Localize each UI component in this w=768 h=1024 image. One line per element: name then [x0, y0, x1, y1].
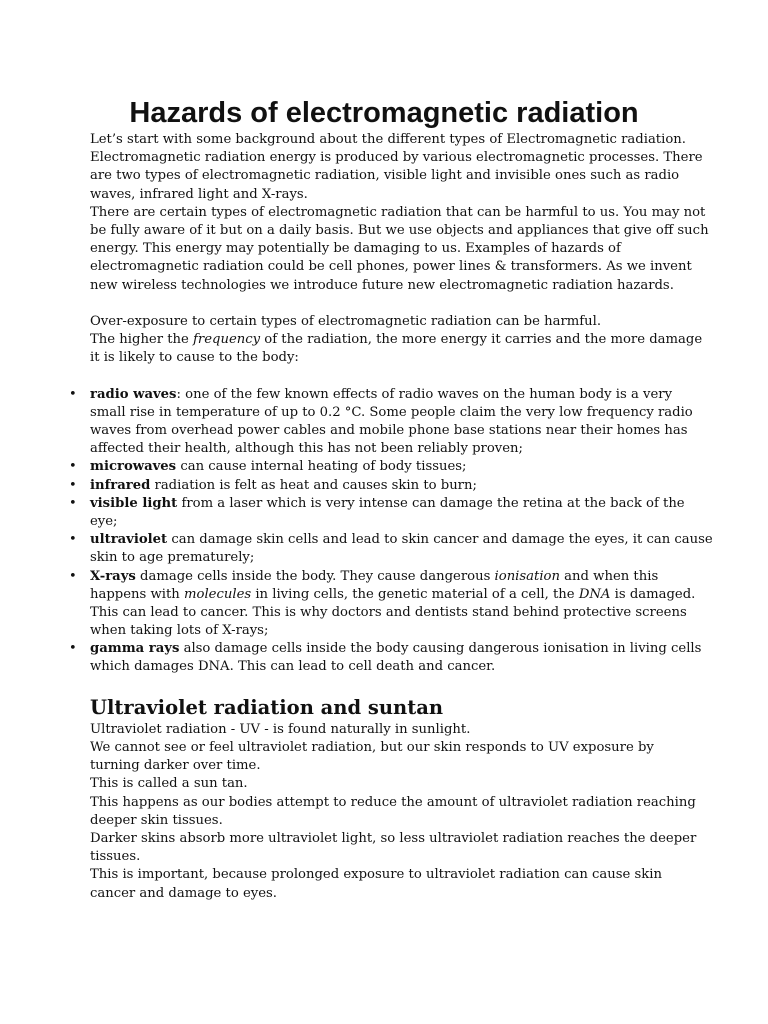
frequency-emphasis: frequency: [193, 332, 261, 348]
list-item-radio-waves: [69, 386, 693, 459]
list-item-ultraviolet: [69, 531, 713, 567]
section-line: tissues.: [90, 849, 141, 865]
overexposure-line: Over-exposure to certain types of electromagnetic radiation can be harmful.: [90, 313, 602, 329]
section-line: This is important, because prolonged exposure to ultraviolet radiation can cause skin: [90, 867, 663, 883]
radiation-effects-list: [69, 386, 713, 677]
section-line: We cannot see or feel ultraviolet radiation, but our skin responds to UV exposure by: [90, 740, 654, 755]
paragraph-spacer: [90, 677, 690, 695]
list-item-line: which damages DNA. This can lead to cell death and cancer.: [90, 659, 496, 675]
emphasis-molecules: molecules: [184, 586, 252, 602]
intro-line: are two types of electromagnetic radiation, visible light and invisible ones such as radio: [90, 168, 680, 184]
page-title: Hazards of electromagnetic radiation: [129, 97, 639, 129]
intro-line: waves, infrared light and X-rays.: [90, 186, 308, 202]
bullet-icon: •: [69, 477, 77, 493]
intro-line: electromagnetic radiation could be cell phones, power lines & transformers. As we invent: [90, 259, 692, 275]
list-item-text: in living cells, the genetic material of a cell, the: [251, 586, 579, 602]
list-item-text: damage cells inside the body. They cause dangerous: [135, 568, 495, 584]
list-item-text: can damage skin cells and lead to skin cancer and damage the eyes, it can cause: [167, 532, 713, 548]
intro-line: be fully aware of it but on a daily basis. But we use objects and appliances that give off such: [90, 222, 709, 238]
ultraviolet-paragraph: [90, 721, 697, 903]
intro-line: Electromagnetic radiation energy is produced by various electromagnetic processes. There: [90, 150, 703, 166]
intro-line: There are certain types of electromagnetic radiation that can be harmful to us. You may not: [90, 204, 706, 220]
list-item-line: [90, 568, 690, 586]
list-item-line: This can lead to cancer. This is why doctors and dentists stand behind protective screens: [90, 604, 687, 620]
bullet-icon: •: [69, 532, 77, 548]
section-line: This is called a sun tan.: [90, 776, 248, 792]
list-item-text: happens with: [90, 586, 184, 602]
list-item-line: skin to age prematurely;: [90, 550, 255, 566]
term-ultraviolet: ultraviolet: [90, 532, 168, 548]
term-x-rays: X-rays: [90, 568, 136, 584]
term-infrared: infrared: [90, 477, 151, 493]
list-item-gamma-rays: [69, 640, 702, 676]
list-item-line: [90, 586, 696, 604]
list-item-line: affected their health, although this has not been reliably proven;: [90, 441, 523, 457]
list-item-line: [90, 531, 713, 549]
list-item-microwaves: [69, 458, 690, 476]
list-item-line: [90, 458, 690, 476]
list-item-line: [90, 640, 702, 658]
bullet-icon: •: [69, 386, 77, 402]
section-line: Ultraviolet radiation - UV - is found naturally in sunlight.: [90, 721, 471, 737]
section-heading-ultraviolet: Ultraviolet radiation and suntan: [90, 695, 444, 719]
frequency-line-continued: it is likely to cause to the body:: [90, 350, 299, 366]
section-line: cancer and damage to eyes.: [90, 885, 277, 901]
frequency-line: [90, 331, 703, 349]
bullet-icon: •: [69, 459, 77, 475]
section-line: turning darker over time.: [90, 758, 261, 774]
list-item-text: can cause internal heating of body tissues;: [176, 459, 467, 475]
frequency-line-end: of the radiation, the more energy it carries and the more damage: [260, 332, 703, 348]
list-item-text: also damage cells inside the body causing dangerous ionisation in living cells: [179, 641, 702, 657]
overexposure-paragraph: [90, 313, 703, 368]
paragraph-spacer: [90, 295, 690, 313]
list-item-text: from a laser which is very intense can damage the retina at the back of the: [177, 495, 685, 511]
intro-line: new wireless technologies we introduce future new electromagnetic radiation hazards.: [90, 277, 674, 293]
list-item-text: radiation is felt as heat and causes skin to burn;: [150, 477, 477, 493]
list-item-infrared: [69, 477, 690, 495]
paragraph-spacer: [90, 367, 690, 385]
emphasis-ionisation: ionisation: [494, 568, 560, 584]
list-item-text: is damaged.: [610, 586, 696, 602]
list-item-text: : one of the few known effects of radio waves on the human body is a very: [176, 386, 673, 402]
list-item-line: small rise in temperature of up to 0.2 °C. Some people claim the very low frequency radio: [90, 404, 693, 420]
list-item-line: [90, 477, 690, 495]
term-visible-light: visible light: [90, 495, 178, 511]
bullet-icon: •: [69, 641, 77, 657]
list-item-text: and when this: [559, 568, 659, 584]
intro-line: Let’s start with some background about the different types of Electromagnetic radiation.: [90, 132, 686, 147]
list-item-x-rays: [69, 568, 696, 641]
term-radio-waves: radio waves: [90, 386, 177, 402]
frequency-line-start: The higher the: [90, 332, 194, 348]
list-item-line: [90, 495, 690, 513]
document-body: [69, 131, 713, 903]
term-microwaves: microwaves: [90, 459, 177, 475]
bullet-icon: •: [69, 495, 77, 511]
list-item-line: eye;: [90, 513, 118, 529]
intro-line: energy. This energy may potentially be damaging to us. Examples of hazards of: [90, 241, 621, 257]
bullet-icon: •: [69, 568, 77, 584]
section-line: Darker skins absorb more ultraviolet light, so less ultraviolet radiation reaches the deeper: [90, 830, 697, 846]
list-item-visible-light: [69, 495, 690, 531]
list-item-line: waves from overhead power cables and mobile phone base stations near their homes has: [90, 423, 688, 438]
intro-paragraph: [90, 131, 709, 295]
list-item-line: [90, 386, 690, 404]
term-gamma-rays: gamma rays: [90, 641, 180, 657]
list-item-line: when taking lots of X-rays;: [90, 623, 269, 639]
section-line: This happens as our bodies attempt to reduce the amount of ultraviolet radiation reaching: [90, 794, 696, 810]
emphasis-dna: DNA: [578, 586, 611, 602]
section-line: deeper skin tissues.: [90, 812, 223, 828]
